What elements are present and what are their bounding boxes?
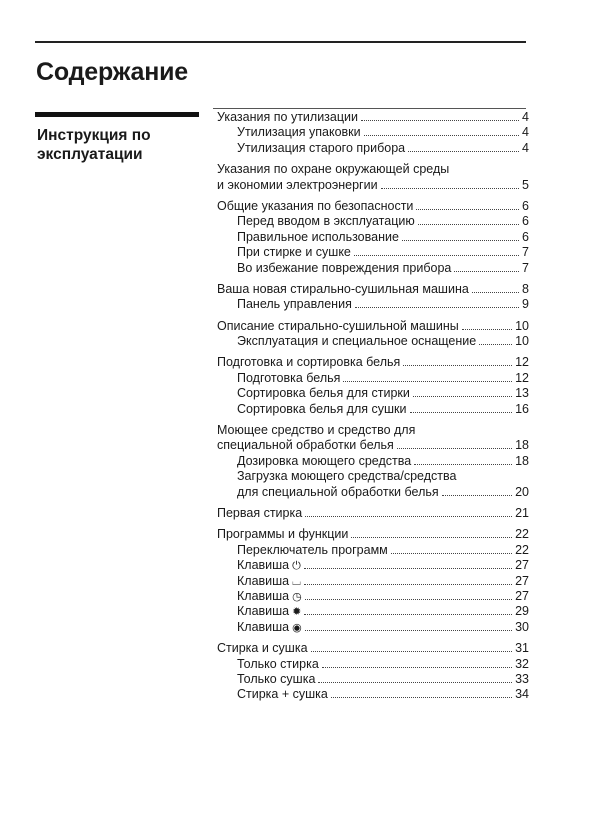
top-rule bbox=[35, 41, 526, 43]
toc-entry[interactable] bbox=[217, 261, 529, 276]
toc-entry-page: 12 bbox=[515, 355, 529, 370]
toc-entry[interactable] bbox=[217, 282, 529, 297]
toc-entry-title: Правильное использование bbox=[237, 229, 399, 244]
clock-icon: ◷ bbox=[292, 590, 302, 603]
toc-entry-page: 18 bbox=[515, 438, 529, 453]
dot-leader bbox=[402, 239, 519, 241]
dot-leader bbox=[304, 583, 512, 585]
toc-entry-title: Дозировка моющего средства bbox=[237, 453, 412, 468]
toc-entry-title: Клавиша bbox=[237, 588, 290, 603]
toc-entry-page: 34 bbox=[515, 687, 529, 702]
toc-entry-page: 4 bbox=[522, 140, 529, 155]
toc-entry[interactable] bbox=[217, 485, 529, 500]
toc-entry[interactable] bbox=[217, 604, 529, 619]
dot-leader bbox=[361, 119, 519, 121]
toc-entry[interactable] bbox=[217, 371, 529, 386]
section-title bbox=[37, 126, 197, 164]
toc-entry[interactable] bbox=[217, 438, 529, 453]
dot-leader bbox=[305, 629, 512, 631]
toc-entry-title: Панель управления bbox=[237, 297, 352, 312]
toc-entry[interactable] bbox=[217, 506, 529, 521]
toc-entry-title: Сортировка белья для стирки bbox=[237, 386, 410, 401]
toc-entry-title: для специальной обработки белья bbox=[237, 484, 439, 499]
toc-entry-title: Утилизация старого прибора bbox=[237, 140, 406, 155]
dot-leader bbox=[311, 650, 513, 652]
toc-entry-title: Ваша новая стирально-сушильная машина bbox=[217, 281, 469, 296]
section-title-line: эксплуатации bbox=[37, 146, 143, 163]
toc-entry-page: 6 bbox=[522, 214, 529, 229]
toc-entry-page: 4 bbox=[522, 125, 529, 140]
dot-leader bbox=[318, 681, 512, 683]
sun-icon: ✹ bbox=[292, 606, 302, 619]
toc-entry-page: 21 bbox=[515, 505, 529, 520]
toc-entry-title: При стирке и сушке bbox=[237, 245, 351, 260]
toc-entry-page: 5 bbox=[522, 177, 529, 192]
dot-leader bbox=[408, 150, 519, 152]
toc-entry[interactable] bbox=[217, 245, 529, 260]
toc-entry-page: 6 bbox=[522, 229, 529, 244]
toc-entry-title: Только стирка bbox=[237, 656, 319, 671]
dot-leader bbox=[355, 306, 519, 308]
toc-entry[interactable] bbox=[217, 386, 529, 401]
toc-entry[interactable] bbox=[217, 543, 529, 558]
toc-entry-page: 27 bbox=[515, 573, 529, 588]
toc-entry-title: Клавиша bbox=[237, 619, 290, 634]
dot-leader bbox=[418, 223, 519, 225]
toc-entry-page: 7 bbox=[522, 245, 529, 260]
toc-entry-page: 29 bbox=[515, 604, 529, 619]
toc-entry-title: и экономии электроэнергии bbox=[217, 177, 378, 192]
dot-leader bbox=[403, 364, 512, 366]
table-of-contents bbox=[217, 110, 529, 703]
toc-entry[interactable] bbox=[217, 355, 529, 370]
toc-entry-title: Во избежание повреждения прибора bbox=[237, 260, 452, 275]
toc-entry-page: 9 bbox=[522, 297, 529, 312]
dot-leader bbox=[416, 208, 519, 210]
dot-leader bbox=[410, 411, 513, 413]
toc-entry-title: Перед вводом в эксплуатацию bbox=[237, 214, 415, 229]
toc-entry-page: 32 bbox=[515, 656, 529, 671]
toc-entry[interactable] bbox=[217, 469, 529, 484]
toc-entry-page: 18 bbox=[515, 453, 529, 468]
toc-entry-title: Только сушка bbox=[237, 671, 316, 686]
dot-leader bbox=[304, 567, 512, 569]
toc-entry-title: специальной обработки белья bbox=[217, 438, 394, 453]
dot-leader bbox=[304, 613, 512, 615]
toc-entry-title: Клавиша bbox=[237, 573, 290, 588]
toc-entry[interactable] bbox=[217, 110, 529, 125]
dot-leader bbox=[331, 696, 512, 698]
toc-entry-title: Моющее средство и средство для bbox=[217, 423, 416, 438]
toc-entry[interactable] bbox=[217, 297, 529, 312]
toc-entry-title: Переключатель программ bbox=[237, 542, 388, 557]
toc-entry[interactable] bbox=[217, 687, 529, 702]
dot-leader bbox=[462, 328, 512, 330]
toc-entry[interactable] bbox=[217, 423, 529, 438]
toc-entry[interactable] bbox=[217, 319, 529, 334]
dot-leader bbox=[364, 134, 519, 136]
toc-entry-title: Эксплуатация и специальное оснащение bbox=[237, 334, 477, 349]
toc-rule bbox=[213, 108, 526, 109]
toc-entry-page: 6 bbox=[522, 198, 529, 213]
toc-entry-page: 27 bbox=[515, 588, 529, 603]
page-title: Содержание bbox=[36, 58, 189, 86]
toc-entry-page: 10 bbox=[515, 318, 529, 333]
spin-icon: ◉ bbox=[292, 621, 302, 634]
toc-entry-page: 22 bbox=[515, 527, 529, 542]
toc-entry[interactable] bbox=[217, 214, 529, 229]
toc-entry-title: Описание стирально-сушильной машины bbox=[217, 318, 459, 333]
toc-entry[interactable] bbox=[217, 162, 529, 177]
toc-entry-title: Программы и функции bbox=[217, 527, 349, 542]
dot-leader bbox=[351, 536, 512, 538]
toc-entry[interactable] bbox=[217, 334, 529, 349]
dot-leader bbox=[454, 270, 519, 272]
section-rule bbox=[35, 112, 199, 117]
toc-entry-page: 4 bbox=[522, 110, 529, 124]
toc-entry[interactable] bbox=[217, 178, 529, 193]
toc-entry-title: Сортировка белья для сушки bbox=[237, 401, 407, 416]
toc-entry[interactable] bbox=[217, 454, 529, 469]
toc-entry-page: 31 bbox=[515, 641, 529, 656]
toc-entry[interactable] bbox=[217, 199, 529, 214]
dot-leader bbox=[322, 666, 512, 668]
toc-entry[interactable] bbox=[217, 657, 529, 672]
toc-entry-page: 27 bbox=[515, 558, 529, 573]
toc-entry-title: Стирка и сушка bbox=[217, 641, 308, 656]
toc-entry-page: 20 bbox=[515, 484, 529, 499]
toc-entry-page: 10 bbox=[515, 334, 529, 349]
toc-entry-title: Первая стирка bbox=[217, 505, 303, 520]
toc-entry-page: 30 bbox=[515, 619, 529, 634]
dot-leader bbox=[397, 447, 512, 449]
toc-entry-title: Клавиша bbox=[237, 604, 290, 619]
dot-leader bbox=[305, 515, 512, 517]
toc-entry-page: 33 bbox=[515, 671, 529, 686]
dot-leader bbox=[381, 187, 519, 189]
toc-entry-title: Подготовка белья bbox=[237, 370, 341, 385]
section-title-line: Инструкция по bbox=[37, 127, 151, 144]
toc-entry[interactable] bbox=[217, 125, 529, 140]
toc-entry-page: 22 bbox=[515, 542, 529, 557]
dot-leader bbox=[414, 463, 512, 465]
toc-entry-page: 13 bbox=[515, 386, 529, 401]
toc-entry[interactable] bbox=[217, 402, 529, 417]
toc-entry[interactable] bbox=[217, 574, 529, 589]
basket-icon: ⌴ bbox=[292, 575, 301, 588]
toc-entry[interactable] bbox=[217, 672, 529, 687]
toc-entry-title: Стирка + сушка bbox=[237, 687, 328, 702]
dot-leader bbox=[354, 254, 519, 256]
toc-entry[interactable] bbox=[217, 641, 529, 656]
toc-entry-page: 12 bbox=[515, 370, 529, 385]
toc-entry-title: Клавиша bbox=[237, 558, 290, 573]
start-icon: ⏻ bbox=[292, 560, 301, 573]
toc-entry-title: Загрузка моющего средства/средства bbox=[237, 469, 457, 484]
toc-entry-title: Указания по охране окружающей среды bbox=[217, 162, 450, 177]
toc-entry[interactable] bbox=[217, 558, 529, 573]
dot-leader bbox=[479, 343, 512, 345]
dot-leader bbox=[391, 552, 512, 554]
toc-entry[interactable] bbox=[217, 230, 529, 245]
toc-entry-title: Утилизация упаковки bbox=[237, 125, 361, 140]
toc-entry-title: Общие указания по безопасности bbox=[217, 198, 414, 213]
toc-entry[interactable] bbox=[217, 589, 529, 604]
dot-leader bbox=[442, 494, 512, 496]
toc-entry[interactable] bbox=[217, 527, 529, 542]
dot-leader bbox=[413, 395, 512, 397]
toc-entry-page: 16 bbox=[515, 401, 529, 416]
toc-entry-title: Указания по утилизации bbox=[217, 110, 358, 124]
dot-leader bbox=[472, 291, 519, 293]
toc-entry[interactable] bbox=[217, 141, 529, 156]
toc-entry-page: 8 bbox=[522, 281, 529, 296]
dot-leader bbox=[343, 380, 512, 382]
toc-entry[interactable] bbox=[217, 620, 529, 635]
dot-leader bbox=[305, 598, 512, 600]
toc-entry-page: 7 bbox=[522, 260, 529, 275]
toc-entry-title: Подготовка и сортировка белья bbox=[217, 355, 401, 370]
